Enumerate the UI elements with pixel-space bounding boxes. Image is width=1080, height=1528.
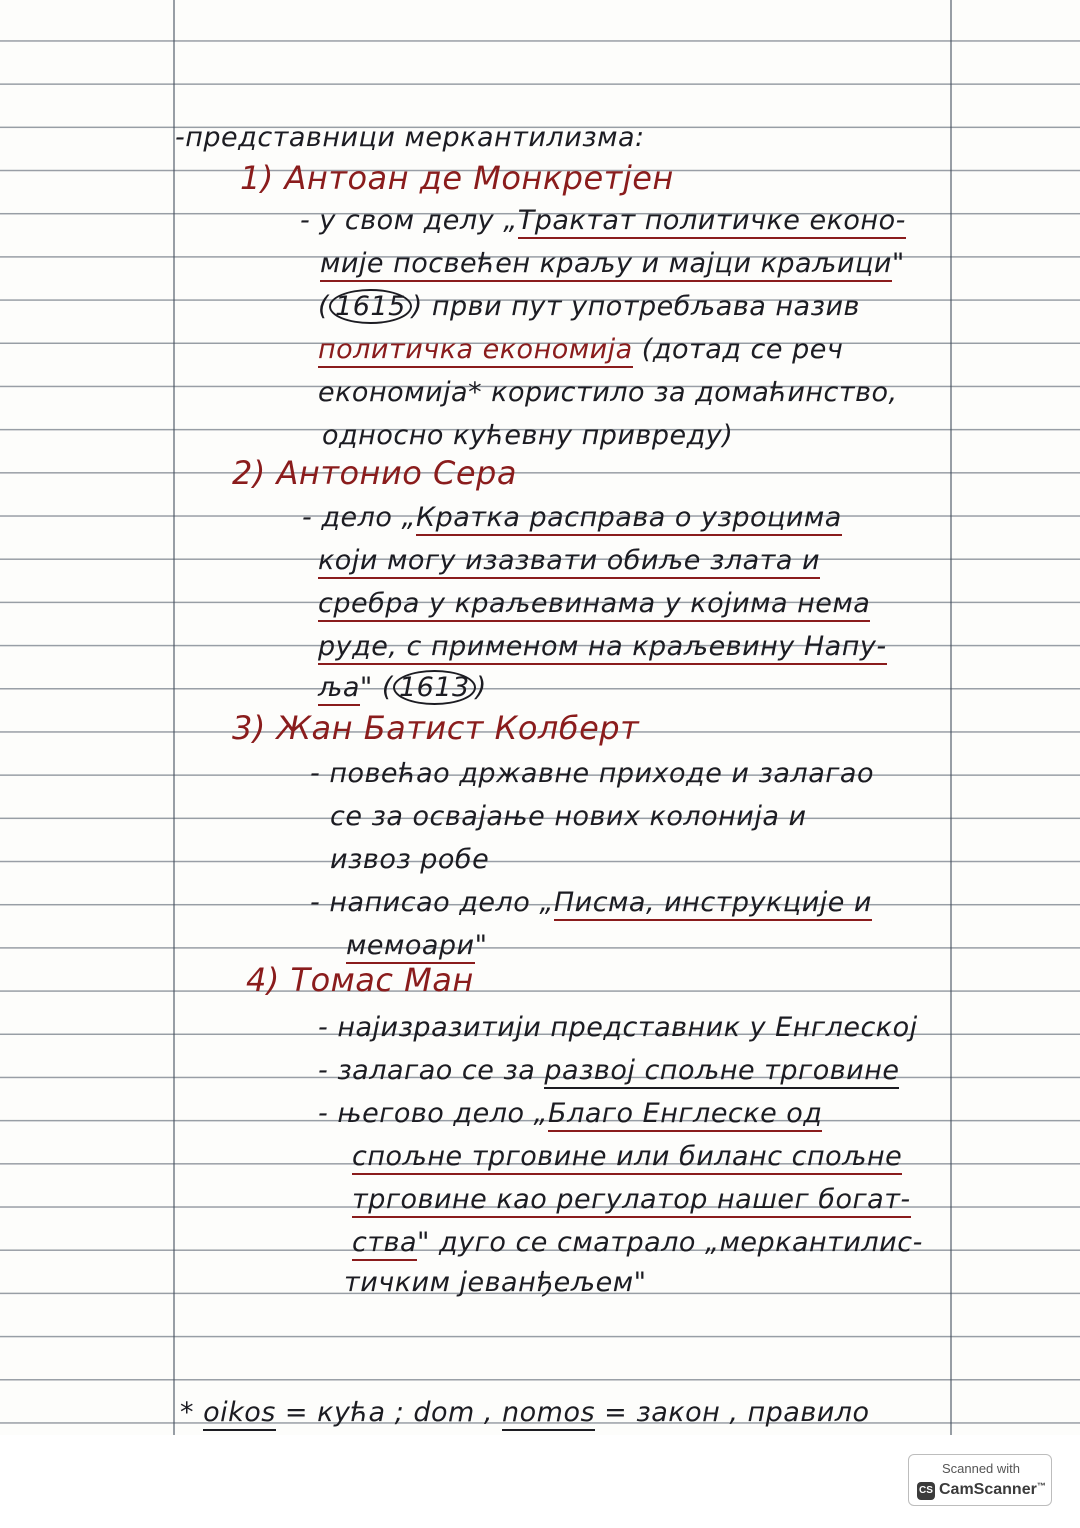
- camscanner-badge: [908, 1454, 1052, 1506]
- section-1-line-6: односно кућевну привреду): [322, 420, 734, 451]
- section-2-line-5: ља" ( 1613 ): [318, 670, 487, 706]
- left-margin-line: [173, 0, 175, 1435]
- section-1-line-5: економија* користило за домаћинство,: [318, 377, 898, 408]
- section-1-heading: 1) Антоан де Монкретјен: [240, 159, 674, 197]
- section-4-line-6: ства" дуго се сматрало „меркантилис-: [352, 1225, 923, 1261]
- section-4-line-7: тичким јеванђељем": [344, 1267, 647, 1298]
- section-3-line-2: се за освајање нових колонија и: [330, 801, 807, 832]
- year-1613: 1613: [393, 670, 476, 705]
- section-4-line-4: спољне трговине или биланс спољне: [352, 1139, 902, 1175]
- right-margin-line: [950, 0, 952, 1435]
- section-3-line-3: извоз робе: [330, 844, 490, 875]
- term-foreign-trade: развој спољне трговине: [544, 1055, 899, 1089]
- section-2-line-1: - дело „Кратка расправа о узроцима: [302, 500, 842, 536]
- term-nomos: nomos: [502, 1397, 595, 1431]
- section-1-line-2: мије посвећен краљу и мајци краљици": [320, 246, 905, 282]
- year-1615: 1615: [329, 289, 412, 324]
- footnote: * oikos = кућа ; dom , nomos = закон , правило: [180, 1395, 870, 1431]
- section-1-line-1: - у свом делу „Трактат политичке еконо-: [300, 203, 906, 239]
- section-3-line-5: мемоари": [346, 928, 488, 964]
- section-4-heading: 4) Томас Ман: [246, 961, 474, 999]
- camscanner-logo-icon: CS: [917, 1482, 935, 1500]
- section-4-line-1: - најизразитији представник у Енглеској: [318, 1012, 918, 1043]
- section-1-line-3: ( 1615 ) први пут употребљава назив: [318, 291, 860, 322]
- section-4-line-3: - његово дело „Благо Енглеске од: [318, 1096, 822, 1132]
- section-2-heading: 2) Антонио Серa: [232, 454, 517, 492]
- book-title-serra: Кратка расправа о узроцима: [416, 502, 842, 536]
- section-4-line-2: - залагао се за развој спољне трговине: [318, 1053, 899, 1089]
- intro-line: -представници меркантилизма:: [175, 122, 645, 153]
- section-2-line-2: који могу изазвати обиље злата и: [318, 543, 820, 579]
- section-3-heading: 3) Жан Батист Колберт: [232, 709, 640, 747]
- badge-brand-name: CamScanner™: [939, 1481, 1046, 1498]
- term-oikos: oikos: [203, 1397, 276, 1431]
- badge-caption: Scanned with: [941, 1461, 1021, 1476]
- section-3-line-4: - написао дело „Писма, инструкције и: [310, 885, 872, 921]
- section-1-line-4: политичка економија (дотад се реч: [318, 332, 843, 368]
- section-3-line-1: - повећао државне приходе и залагао: [310, 758, 874, 789]
- section-4-line-5: трговине као регулатор нашег богат-: [352, 1182, 911, 1218]
- section-2-line-3: сребра у краљевинама у којима нема: [318, 586, 870, 622]
- section-2-line-4: руде, с применом на краљевину Напу-: [318, 629, 887, 665]
- book-title-montchretien: Трактат политичке еконо-: [518, 205, 906, 239]
- book-title-mun: Благо Енглеске од: [548, 1098, 822, 1132]
- book-title-colbert: Писма, инструкције и: [554, 887, 872, 921]
- term-political-economy: политичка економија: [318, 334, 633, 368]
